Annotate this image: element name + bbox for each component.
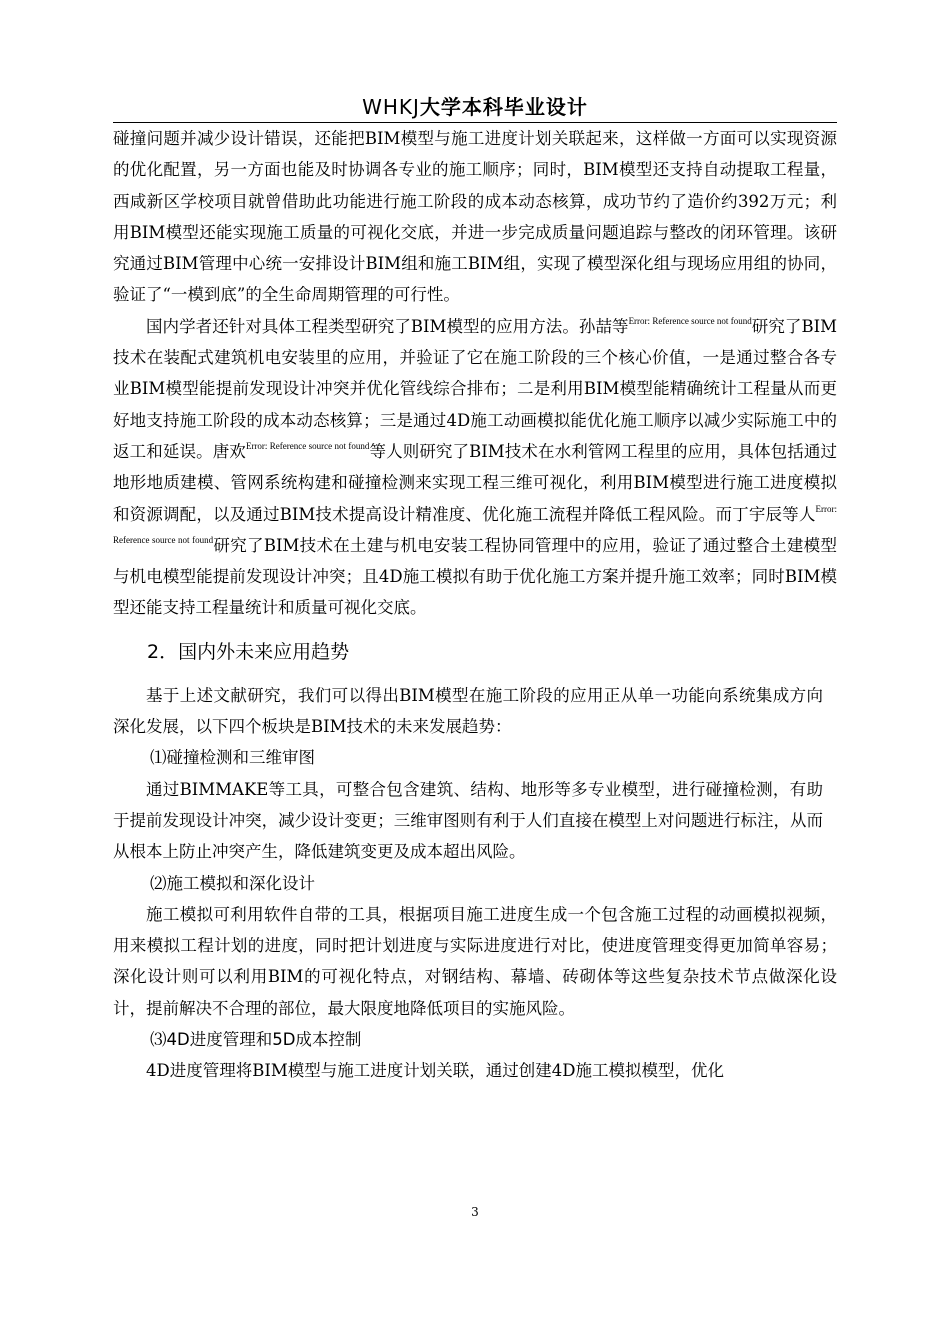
paragraph-3: 基于上述文献研究，我们可以得出BIM模型在施工阶段的应用正从单一功能向系统集成方向深化发展，以下四个板块是BIM技术的未来发展趋势： xyxy=(113,685,823,737)
paragraph-6: 4D进度管理将BIM模型与施工进度计划关联，通过创建4D施工模拟模型，优化 xyxy=(146,1061,724,1081)
paragraph-2 xyxy=(113,311,837,624)
header-title-zh: 大学本科毕业设计 xyxy=(419,95,588,119)
subheading-3: ⑶4D进度管理和5D成本控制 xyxy=(150,1030,362,1050)
document-body xyxy=(113,123,837,1087)
page-number: 3 xyxy=(471,1205,479,1219)
paragraph-2-text-a: 国内学者还针对具体工程类型研究了BIM模型的应用方法。孙喆等 xyxy=(146,316,629,336)
subheading-1: ⑴碰撞检测和三维审图 xyxy=(150,748,315,768)
section-heading: 2．国内外未来应用趋势 xyxy=(147,640,350,663)
paragraph-2-text-b: 研究了BIM技术在装配式建筑机电安装里的应用，并验证了它在施工阶段的三个核心价值，一是通过整合各专业BIM模型能提前发现设计冲突并优化管线综合排布；二是利用BIM模型能精确统计工程量从而更好地支持施工阶段的成本动态核算；三是通过4D施工动画模拟能优化施工顺序以减少实际施工中的返工和延误。唐欢 xyxy=(113,316,837,461)
page-header xyxy=(113,92,837,122)
paragraph-2-text-c: 等人则研究了BIM技术在水利管网工程里的应用，具体包括通过地形地质建模、管网系统构建和碰撞检测来实现工程三维可视化，利用BIM模型进行施工进度模拟和资源调配，以及通过BIM技术提高设计精准度、优化施工流程并降低工程风险。而丁宇辰等人 xyxy=(113,441,838,524)
paragraph-2-text-d: 研究了BIM技术在土建与机电安装工程协同管理中的应用，验证了通过整合土建模型与机电模型能提前发现设计冲突；且4D施工模拟有助于优化施工方案并提升施工效率；同时BIM模型还能支持工程量统计和质量可视化交底。 xyxy=(113,535,837,618)
paragraph-4: 通过BIMMAKE等工具，可整合包含建筑、结构、地形等多专业模型，进行碰撞检测，有助于提前发现设计冲突，减少设计变更；三维审图则有利于人们直接在模型上对问题进行标注，从而从根本上防止冲突产生，降低建筑变更及成本超出风险。 xyxy=(113,779,823,862)
reference-error-2: Error: Reference source not found xyxy=(245,440,370,451)
reference-error-1: Error: Reference source not found xyxy=(628,315,752,326)
paragraph-5: 施工模拟可利用软件自带的工具，根据项目施工进度生成一个包含施工过程的动画模拟视频，用来模拟工程计划的进度，同时把计划进度与实际进度进行对比，使进度管理变得更加简单容易；深化设计则可以利用BIM的可视化特点，对钢结构、幕墙、砖砌体等这些复杂技术节点做深化设计，提前解决不合理的部位，最大限度地降低项目的实施风险。 xyxy=(113,904,837,1018)
subheading-2: ⑵施工模拟和深化设计 xyxy=(150,873,315,893)
paragraph-1: 碰撞问题并减少设计错误，还能把BIM模型与施工进度计划关联起来，这样做一方面可以实现资源的优化配置，另一方面也能及时协调各专业的施工顺序；同时，BIM模型还支持自动提取工程量，西咸新区学校项目就曾借助此功能进行施工阶段的成本动态核算，成功节约了造价约392万元；利用BIM模型还能实现施工质量的可视化交底，并进一步完成质量问题追踪与整改的闭环管理。该研究通过BIM管理中心统一安排设计BIM组和施工BIM组，实现了模型深化组与现场应用组的协同，验证了“一模到底”的全生命周期管理的可行性。 xyxy=(113,129,837,305)
reference-error-3: Error: Reference source not found xyxy=(113,503,837,545)
header-title-en: WHKJ xyxy=(362,95,420,119)
